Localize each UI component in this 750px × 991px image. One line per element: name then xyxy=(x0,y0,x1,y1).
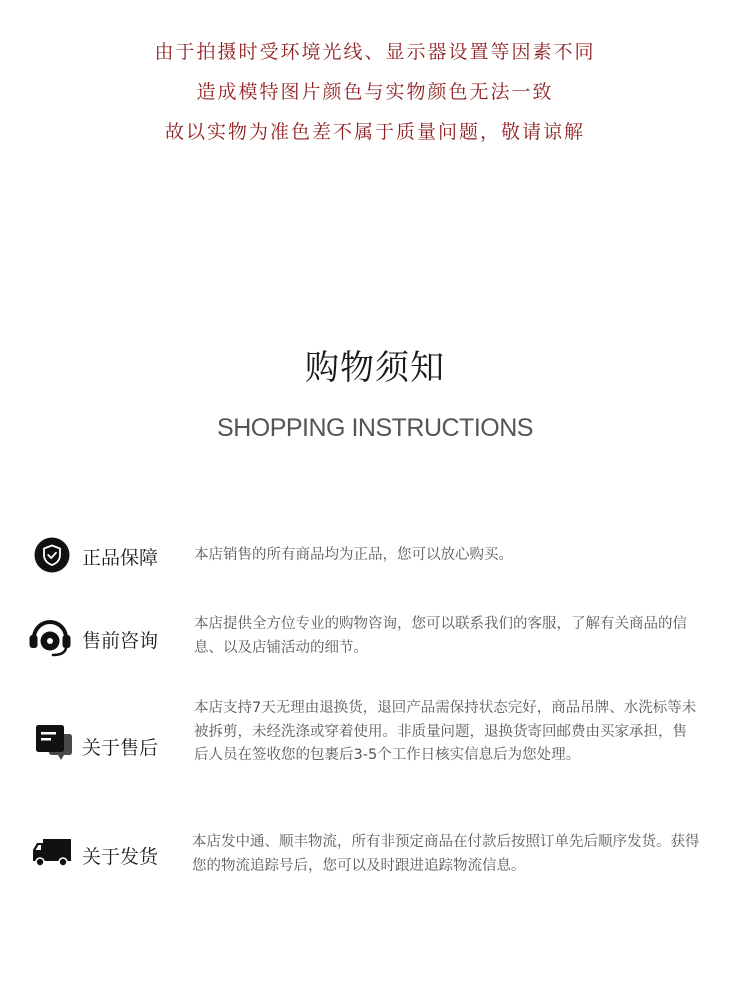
disclaimer-line-3: 故以实物为准色差不属于质量问题，敬请谅解 xyxy=(164,121,585,143)
delivery-truck-icon xyxy=(30,830,74,874)
info-description: 本店提供全方位专业的购物咨询，您可以联系我们的客服，了解有关商品的信息、以及店铺活动的细节。 xyxy=(194,616,687,656)
headset-icon xyxy=(28,616,72,660)
disclaimer xyxy=(0,32,750,152)
disclaimer-line-1: 由于拍摄时受环境光线、显示器设置等因素不同 xyxy=(154,41,596,63)
info-label: 关于发货 xyxy=(82,846,159,868)
info-description: 本店发中通、顺丰物流，所有非预定商品在付款后按照订单先后顺序发货。获得您的物流追踪号后，您可以及时跟进追踪物流信息。 xyxy=(192,834,700,874)
chat-bubble-icon xyxy=(32,721,76,765)
info-label: 正品保障 xyxy=(82,547,159,569)
info-label: 关于售后 xyxy=(82,737,159,759)
info-description: 本店销售的所有商品均为正品，您可以放心购买。 xyxy=(194,547,513,563)
info-label: 售前咨询 xyxy=(82,630,159,652)
disclaimer-line-2: 造成模特图片颜色与实物颜色无法一致 xyxy=(196,81,554,103)
section-subtitle: SHOPPING INSTRUCTIONS xyxy=(217,414,533,442)
section-title: 购物须知 xyxy=(305,348,445,388)
shield-check-icon xyxy=(30,533,74,577)
info-description: 本店支持7天无理由退换货，退回产品需保持状态完好，商品吊牌、水洗标等未被拆剪，未经洗涤或穿着使用。非质量问题，退换货寄回邮费由买家承担，售后人员在签收您的包裹后3-5个工作日核实信息后为您处理。 xyxy=(194,700,697,763)
